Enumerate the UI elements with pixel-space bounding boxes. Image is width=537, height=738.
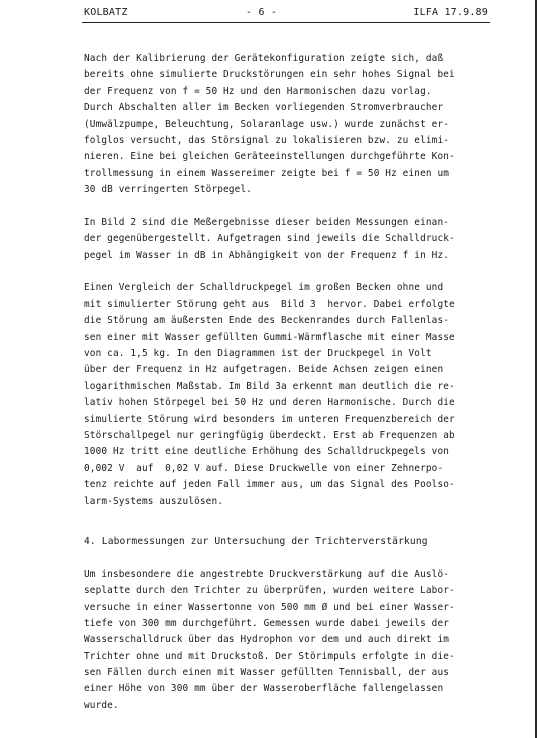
text-line: sen einer mit Wasser gefüllten Gummi-Wärmflasche mit einer Masse bbox=[84, 331, 455, 343]
text-line: sen Fällen durch einen mit Wasser gefüllten Tennisball, der aus bbox=[84, 667, 450, 679]
paragraph-1 bbox=[84, 51, 494, 199]
text-line: Trichter ohne und mit Druckstoß. Der Störimpuls erfolgte in die- bbox=[84, 650, 455, 662]
text-line: versuche in einer Wassertonne von 500 mm Ø und bei einer Wasser- bbox=[84, 601, 455, 613]
text-line: simulierte Störung wird besonders im unteren Frequenzbereich der bbox=[84, 413, 455, 425]
text-line: der Frequenz von f = 50 Hz und den Harmonischen dazu vorlag. bbox=[84, 85, 432, 97]
text-line: Nach der Kalibrierung der Gerätekonfiguration zeigte sich, daß bbox=[84, 53, 444, 64]
text-line: Durch Abschalten aller im Becken vorliegenden Stromverbraucher bbox=[84, 102, 444, 114]
text-line: bereits ohne simulierte Druckstörungen ein sehr hohes Signal bei bbox=[84, 69, 455, 81]
text-line: 30 dB verringerten Störpegel. bbox=[84, 184, 253, 196]
page-body bbox=[84, 51, 494, 714]
section-title: 4. Labormessungen zur Untersuchung der Trichterverstärkung bbox=[84, 535, 428, 547]
page-header bbox=[82, 6, 490, 23]
text-line: nieren. Eine bei gleichen Geräteeinstellungen durchgeführte Kon- bbox=[84, 151, 455, 163]
text-line: mit simulierter Störung geht aus Bild 3 hervor. Dabei erfolgte bbox=[84, 298, 455, 310]
page-number: - 6 - bbox=[246, 7, 278, 18]
section-heading bbox=[84, 534, 494, 550]
text-line: von ca. 1,5 kg. In den Diagrammen ist der Druckpegel in Volt bbox=[84, 348, 432, 360]
text-line: einer Höhe von 300 mm über der Wasseroberfläche fallengelassen bbox=[84, 683, 444, 695]
text-line: über der Frequenz in Hz aufgetragen. Beide Achsen zeigen einen bbox=[84, 364, 444, 376]
text-line: logarithmischen Maßstab. Im Bild 3a erkennt man deutlich die re- bbox=[84, 380, 455, 392]
text-line: 1000 Hz tritt eine deutliche Erhöhung des Schalldruckpegels von bbox=[84, 446, 450, 458]
paragraph-3 bbox=[84, 280, 494, 509]
text-line: Um insbesondere die angestrebte Druckverstärkung auf die Auslö- bbox=[84, 568, 450, 580]
text-line: 0,002 V auf 0,02 V auf. Diese Druckwelle von einer Zehnerpo- bbox=[84, 462, 444, 474]
text-line: Wasserschalldruck über das Hydrophon vor dem und auch direkt im bbox=[84, 634, 450, 646]
text-line: lativ hohen Störpegel bei 50 Hz und deren Harmonische. Durch die bbox=[84, 397, 455, 409]
text-line: wurde. bbox=[84, 699, 119, 711]
text-line: pegel im Wasser in dB in Abhängigkeit von der Frequenz f in Hz. bbox=[84, 249, 450, 261]
text-line: In Bild 2 sind die Meßergebnisse dieser beiden Messungen einan- bbox=[84, 216, 450, 228]
text-line: tiefe von 300 mm durchgeführt. Gemessen wurde dabei jeweils der bbox=[84, 617, 450, 629]
text-line: tenz reichte auf jeden Fall immer aus, um das Signal des Poolso- bbox=[84, 479, 455, 491]
paragraph-2 bbox=[84, 215, 494, 264]
text-line: Störschallpegel nur geringfügig überdeckt. Erst ab Frequenzen ab bbox=[84, 429, 455, 441]
paragraph-4 bbox=[84, 567, 494, 715]
text-line: folglos versucht, das Störsignal zu lokalisieren bzw. zu elimi- bbox=[84, 134, 450, 146]
header-author: KOLBATZ bbox=[84, 7, 128, 18]
text-line: (Umwälzpumpe, Beleuchtung, Solaranlage usw.) wurde zunächst er- bbox=[84, 118, 450, 130]
text-line: der gegenübergestellt. Aufgetragen sind jeweils die Schalldruck- bbox=[84, 233, 455, 245]
text-line: larm-Systems auszulösen. bbox=[84, 495, 224, 507]
text-line: trollmessung in einem Wassereimer zeigte bei f = 50 Hz einen um bbox=[84, 167, 450, 179]
text-line: die Störung am äußersten Ende des Beckenrandes durch Fallenlas- bbox=[84, 315, 450, 327]
text-line: seplatte durch den Trichter zu überprüfen, wurden weitere Labor- bbox=[84, 585, 455, 597]
header-org-date: ILFA 17.9.89 bbox=[413, 7, 488, 18]
text-line: Einen Vergleich der Schalldruckpegel im großen Becken ohne und bbox=[84, 282, 444, 294]
